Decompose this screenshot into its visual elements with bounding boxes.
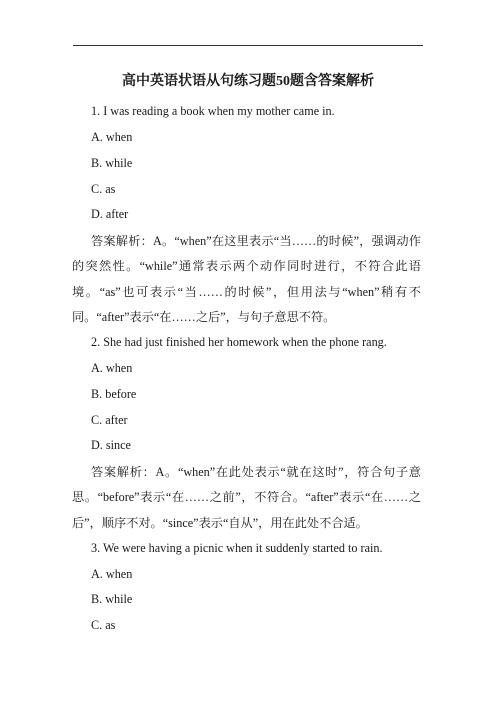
question-2-text: 2. She had just finished her homework when the phone rang. (91, 335, 387, 349)
question-2-option-b: B. before (91, 387, 137, 401)
question-1-option-d: D. after (91, 207, 129, 221)
question-1-option-c: C. as (91, 182, 116, 196)
question-3-option-a: A. when (91, 567, 133, 581)
question-2-option-d: D. since (91, 438, 131, 452)
question-2-option-c: C. after (91, 413, 128, 427)
question-3-option-c: C. as (91, 618, 116, 632)
question-1-text: 1. I was reading a book when my mother came in. (91, 104, 335, 118)
question-3-text: 3. We were having a picnic when it suddenly started to rain. (91, 541, 383, 555)
question-1-option-a: A. when (91, 130, 133, 144)
question-2-explanation: 答案解析：A。“when”在此处表示“就在这时”，符合句子意思。“before”表示“在……之前”，不符合。“after”表示“在……之后”，顺序不对。“since”表示“自从”，用在此处不合适。 (72, 465, 421, 530)
header-rule (73, 45, 423, 46)
question-2-option-a: A. when (91, 361, 133, 375)
question-3-option-b: B. while (91, 592, 133, 606)
document-title: 高中英语状语从句练习题50题含答案解析 (122, 74, 374, 89)
question-1-option-b: B. while (91, 156, 133, 170)
question-1-explanation: 答案解析：A。“when”在这里表示“当……的时候”，强调动作的突然性。“while”通常表示两个动作同时进行，不符合此语境。“as”也可表示“当……的时候”，但用法与“when”稍有不同。“after”表示“在……之后”，与句子意思不符。 (72, 234, 421, 325)
